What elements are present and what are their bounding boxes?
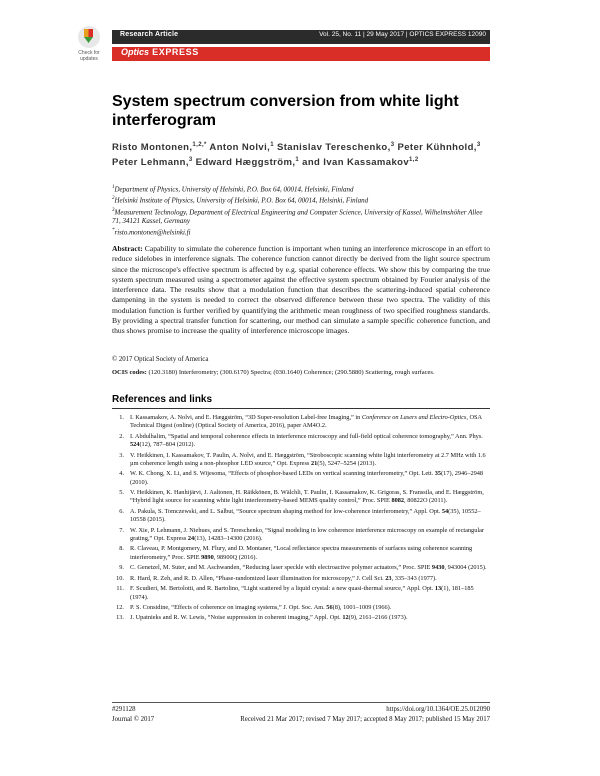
journal-brand-bar[interactable]: [112, 47, 490, 61]
reference-item-11: [112, 585, 490, 602]
references-heading: References and links: [112, 394, 213, 405]
reference-text: A. Pakula, S. Tomczewski, and L. Salbut, “Source spectrum shaping method for low-coherence interferometry,” Appl. Opt. 54(35), 10552–10558 (2015).: [130, 507, 481, 524]
crossmark-icon: [84, 29, 93, 43]
reference-number: 1.: [119, 414, 124, 421]
journal-name-caps: EXPRESS: [152, 47, 199, 57]
reference-text: R. Hard, R. Zeh, and R. D. Allen, “Phase-randomized laser illumination for microscopy,” J. Cell Sci. 23, 335–343 (1977).: [130, 574, 437, 582]
affiliation-1-sup: 1: [112, 185, 115, 190]
reference-number: 2.: [119, 432, 124, 440]
reference-text: I. Abdulhalim, “Spatial and temporal coherence effects in interference microscopy and full-field optical coherence tomography,” Ann. Phys. 524(12), 787–804 (2012).: [130, 432, 483, 449]
reference-item-2: [112, 433, 490, 450]
paper-title: System spectrum conversion from white light interferogram: [112, 93, 459, 129]
reference-item-6: [112, 508, 490, 525]
reference-number: 12.: [116, 604, 124, 611]
reference-item-9: [112, 564, 490, 572]
reference-text: V. Heikkinen, K. Hanhijärvi, J. Aaltonen, H. Räikkönen, B. Wälchli, T. Paulin, I. Kassamakov, K. Grigoras, S. Franssila, and E. Hæggström, “Hybrid light source for scanning white light interferometry-based MEMS quality control,” Proc. SPIE 8082, 80822O (2011).: [130, 489, 484, 505]
affiliation-3: [112, 206, 492, 226]
citation-line: Vol. 25, No. 11 | 29 May 2017 | OPTICS EXPRESS 12090: [319, 31, 486, 38]
reference-item-8: [112, 545, 490, 562]
footer-journal: Journal © 2017: [112, 716, 155, 723]
affiliation-1-text: Department of Physics, University of Helsinki, P.O. Box 64, 00014, Helsinki, Finland: [114, 185, 354, 194]
footer-divider: [112, 702, 490, 703]
reference-number: 5.: [119, 489, 124, 497]
abstract: [112, 244, 490, 337]
email-link[interactable]: risto.montonen@helsinki.fi: [114, 228, 191, 237]
abstract-label: Abstract:: [112, 244, 143, 253]
affiliation-2-text: Helsinki Institute of Physics, University of Helsinki, P.O. Box 64, 00014, Helsinki, Finland: [114, 196, 369, 205]
corresponding-email[interactable]: [112, 226, 492, 237]
reference-number: 9.: [119, 564, 124, 572]
reference-number: 13.: [116, 614, 124, 622]
affiliation-2: [112, 194, 492, 205]
reference-text: C. Genetzel, M. Suter, and M. Aschwanden, “Reducing laser speckle with electroactive polymer actuators,” Proc. SPIE 9430, 943004 (2015).: [130, 564, 487, 572]
reference-item-13: [112, 614, 490, 622]
reference-text: V. Heikkinen, I. Kassamakov, T. Paulin, A. Nolvi, and E. Hæggström, “Stroboscopic scanning white light interferometry at 2.7 MHz with 1.6 µm coherence length using a non-phosphor LED source,” Opt. Express 21(5), 5247–5254 (2013).: [130, 451, 486, 467]
reference-number: 7.: [119, 526, 124, 534]
reference-number: 10.: [116, 574, 124, 582]
reference-item-10: [112, 575, 490, 583]
crossmark-label: Check for updates: [78, 50, 100, 62]
journal-name-italic: Optics: [121, 47, 150, 57]
footer-doi-link[interactable]: https://doi.org/10.1364/OE.25.012090: [386, 706, 490, 713]
reference-text: W. Xie, P. Lehmann, J. Niehues, and S. Tereschenko, “Signal modeling in low coherence interference microscopy on example of rectangular grating,” Opt. Express 24(13), 14283–14300 (2016).: [130, 526, 484, 542]
header-bar: [112, 30, 490, 44]
journal-name: [121, 47, 199, 57]
ocis-label: OCIS codes:: [112, 369, 147, 376]
ocis-codes: [112, 368, 490, 377]
copyright: © 2017 Optical Society of America: [112, 356, 209, 363]
reference-text: I. Kassamakov, A. Nolvi, and E. Hæggström, “3D Super-resolution Label-free Imaging,” in Conference on Lasers and Electro-Optics, OSA Technical Digest (online) (Optical Society of America, 2016), paper AM4O.2.: [130, 414, 482, 430]
reference-item-12: [112, 604, 490, 612]
references-divider: [112, 408, 490, 409]
abstract-text: Capability to simulate the coherence function is important when tuning an interference microscope in an effort to reduce sidelobes in interference signals. The coherence function cannot directly be derived from the light source spectrum since the microscope's effective spectrum is affected by e.g. spatial coherence effects. We show this by comparing the true system spectrum measured using a spectrometer against the effective system spectrum obtained by Fourier analysis of the interference data. The results show that a modulation function that describes the scattering-induced spatial coherence dampening in the system is needed to correct the observed difference between these two spectra. The validity of this modulation function is further verified by quantifying the arithmetic mean roughness of two specified roughness standards. By providing a spectral transfer function for scattering, our method can simulate a sample specific coherence function, and thus shows promise to increase the quality of interference microscope images.: [112, 244, 490, 336]
affiliation-3-text: Measurement Technology, Department of Electrical Engineering and Computer Science, University of Kassel, Wilhelmshöher Allee 71, 34121 Kassel, Germany: [112, 207, 483, 225]
reference-item-5: [112, 489, 490, 506]
crossmark-badge[interactable]: [74, 26, 104, 68]
reference-text: W. K. Chong, X. Li, and S. Wijesoma, “Effects of phosphor-based LEDs on vertical scanning interferometry,” Opt. Lett. 35(17), 2946–2948 (2010).: [130, 470, 484, 486]
affiliation-3-sup: 3: [112, 207, 115, 213]
reference-item-4: [112, 470, 490, 487]
reference-number: 8.: [119, 545, 124, 553]
reference-number: 3.: [119, 451, 124, 459]
reference-number: 6.: [119, 507, 124, 515]
reference-number: 11.: [116, 585, 124, 593]
reference-text: J. Upatnieks and R. W. Lewis, “Noise suppression in coherent imaging,” Appl. Opt. 12(9), 2161–2166 (1973).: [130, 614, 408, 622]
affiliations: [112, 183, 492, 237]
reference-text: P. S. Considine, “Effects of coherence on imaging systems,” J. Opt. Soc. Am. 56(8), 1001–1009 (1966).: [130, 604, 392, 611]
footer-dates: Received 21 Mar 2017; revised 7 May 2017; accepted 8 May 2017; published 15 May 2017: [240, 716, 490, 723]
reference-text: F. Scudieri, M. Bertolotti, and R. Bartolino, “Light scattered by a liquid crystal: a new quasi-thermal source,” Appl. Opt. 13(1), 181–185 (1974).: [130, 585, 474, 601]
footer-id: #291128: [112, 706, 136, 713]
affiliation-2-sup: 2: [112, 196, 115, 202]
author-list: Risto Montonen,$^{1,2,*}$ Anton Nolvi,$^1$ Stanislav Tereschenko,$^3$ Peter Kühnhold,$^3$ Peter Lehmann,$^3$ Edward Hæggström,$^1$ and Ivan Kassamakov$^{1,2}$: [112, 142, 481, 169]
reference-text: R. Claveau, P. Montgomery, M. Flury, and D. Montaner, “Local reflectance spectra measurements of surfaces using coherence scanning interferometry,” Proc. SPIE 9890, 98900Q (2016).: [130, 545, 473, 561]
affiliation-1: [112, 183, 492, 194]
reference-list: [112, 414, 490, 625]
reference-item-3: [112, 452, 490, 469]
reference-item-1: [112, 414, 490, 431]
reference-item-7: [112, 527, 490, 544]
email-sup: *: [112, 227, 115, 233]
ocis-text: (120.3180) Interferometry; (300.6170) Spectra; (030.1640) Coherence; (290.5880) Scattering, rough surfaces.: [148, 369, 435, 376]
reference-number: 4.: [119, 470, 124, 478]
article-type: Research Article: [120, 31, 179, 38]
